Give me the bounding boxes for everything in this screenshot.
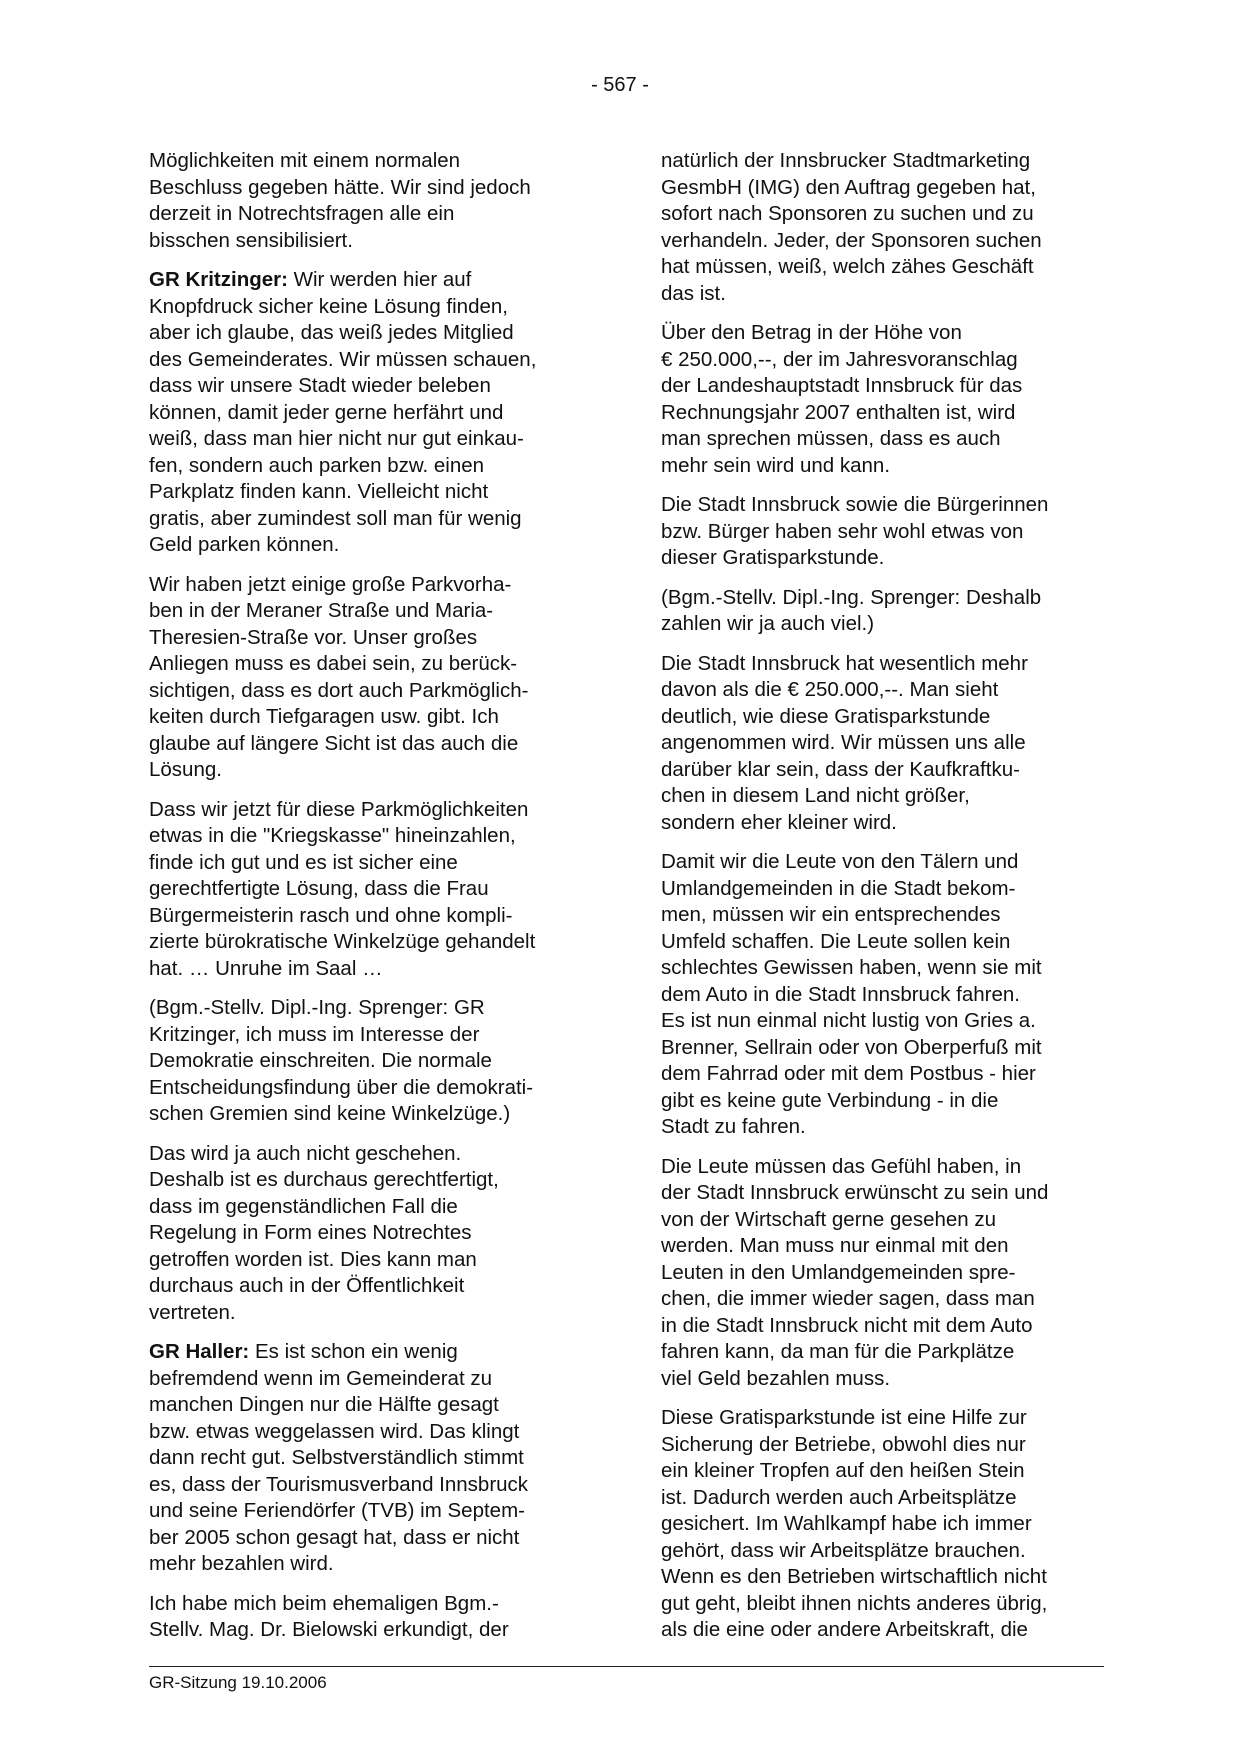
paragraph: Diese Gratisparkstunde ist eine Hilfe zur Sicherung der Betriebe, obwohl dies nur ein kleiner Tropfen auf den heißen Stein ist. Dadurch werden auch Arbeitsplätze gesichert. Im Wahlkampf habe ich immer gehört, dass wir Arbeitsplätze brauchen. Wenn es den Betrieben wirtschaftlich nicht gut geht, bleibt ihnen nichts anderes übrig, als die eine oder andere Arbeitskraft, die <box>661 1406 1048 1641</box>
paragraph: Wir haben jetzt einige große Parkvorha- ben in der Meraner Straße und Maria- Theresien-Straße vor. Unser großes Anliegen muss es dabei sein, zu berück- sichtigen, dass es dort auch Parkmöglich- keiten durch Tiefgaragen usw. gibt. Ich glaube auf längere Sicht ist das auch die Lösung. <box>149 572 529 781</box>
paragraph: natürlich der Innsbrucker Stadtmarketing GesmbH (IMG) den Auftrag gegeben hat, sofort nach Sponsoren zu suchen und zu verhandeln. Jeder, der Sponsoren suchen hat müssen, weiß, welch zähes Geschäft das ist. <box>661 149 1042 305</box>
speaker-label: GR Kritzinger: <box>149 268 288 291</box>
interjection: (Bgm.-Stellv. Dipl.-Ing. Sprenger: GR Kritzinger, ich muss im Interesse der Demokratie einschreiten. Die normale Entscheidungsfindung über die demokrati- schen Gremien sind keine Winkelzüge.) <box>149 996 534 1125</box>
interjection: (Bgm.-Stellv. Dipl.-Ing. Sprenger: Deshalb zahlen wir ja auch viel.) <box>661 585 1042 635</box>
paragraph-speaker-haller <box>149 1339 591 1578</box>
paragraph: Dass wir jetzt für diese Parkmöglichkeiten etwas in die "Kriegskasse" hineinzahlen, finde ich gut und es ist sicher eine gerechtfertigte Lösung, dass die Frau Bürgermeisterin rasch und ohne kompli- zierte bürokratische Winkelzüge gehandelt hat. … Unruhe im Saal … <box>149 797 536 980</box>
paragraph: Die Stadt Innsbruck hat wesentlich mehr davon als die € 250.000,--. Man sieht deutlich, wie diese Gratisparkstunde angenommen wird. Wir müssen uns alle darüber klar sein, dass der Kaufkraftku- chen in diesem Land nicht größer, sondern eher kleiner wird. <box>661 651 1028 834</box>
paragraph: Das wird ja auch nicht geschehen. Deshalb ist es durchaus gerechtfertigt, dass im gegenständlichen Fall die Regelung in Form eines Notrechtes getroffen worden ist. Dies kann man durchaus auch in der Öffentlichkeit vertreten. <box>149 1141 499 1324</box>
paragraph: Damit wir die Leute von den Tälern und Umlandgemeinden in die Stadt bekom- men, müssen wir ein entsprechendes Umfeld schaffen. Die Leute sollen kein schlechtes Gewissen haben, wenn sie mit dem Auto in die Stadt Innsbruck fahren. Es ist nun einmal nicht lustig von Gries a. Brenner, Sellrain oder von Oberperfuß mit dem Fahrrad oder mit dem Postbus - hier gibt es keine gute Verbindung - in die Stadt zu fahren. <box>661 850 1042 1138</box>
speaker-label: GR Haller: <box>149 1340 250 1363</box>
footer-divider <box>149 1666 1104 1667</box>
footer-session-date: GR-Sitzung 19.10.2006 <box>149 1673 327 1692</box>
paragraph-speaker-kritzinger <box>149 267 591 559</box>
paragraph: Die Stadt Innsbruck sowie die Bürgerinnen bzw. Bürger haben sehr wohl etwas von dieser Gratisparkstunde. <box>661 493 1049 569</box>
right-column <box>661 148 1103 1657</box>
paragraph: Ich habe mich beim ehemaligen Bgm.- Stellv. Mag. Dr. Bielowski erkundigt, der <box>149 1591 509 1641</box>
speech-text: Es ist schon ein wenig befremdend wenn im Gemeinderat zu manchen Dingen nur die Hälfte gesagt bzw. etwas weggelassen wird. Das klingt dann recht gut. Selbstverständlich stimmt es, dass der Tourismusverband Innsbruck und seine Feriendörfer (TVB) im Septem- ber 2005 schon gesagt hat, dass er nicht mehr bezahlen wird. <box>149 1340 529 1575</box>
speech-text: Wir werden hier auf Knopfdruck sicher keine Lösung finden, aber ich glaube, das weiß jedes Mitglied des Gemeinderates. Wir müssen schauen, dass wir unsere Stadt wieder beleben können, damit jeder gerne herfährt und weiß, dass man hier nicht nur gut einkau- fen, sondern auch parken bzw. einen Parkplatz finden kann. Vielleicht nicht gratis, aber zumindest soll man für wenig Geld parken können. <box>149 268 537 556</box>
left-column <box>149 148 591 1657</box>
page-number: - 567 - <box>591 74 649 96</box>
paragraph: Die Leute müssen das Gefühl haben, in der Stadt Innsbruck erwünscht zu sein und von der Wirtschaft gerne gesehen zu werden. Man muss nur einmal mit den Leuten in den Umlandgemeinden spre- chen, die immer wieder sagen, dass man in die Stadt Innsbruck nicht mit dem Auto fahren kann, da man für die Parkplätze viel Geld bezahlen muss. <box>661 1154 1049 1390</box>
paragraph: Möglichkeiten mit einem normalen Beschluss gegeben hätte. Wir sind jedoch derzeit in Notrechtsfragen alle ein bisschen sensibilisiert. <box>149 149 531 252</box>
paragraph: Über den Betrag in der Höhe von € 250.000,--, der im Jahresvoranschlag der Landeshauptstadt Innsbruck für das Rechnungsjahr 2007 enthalten ist, wird man sprechen müssen, dass es auch mehr sein wird und kann. <box>661 321 1023 477</box>
